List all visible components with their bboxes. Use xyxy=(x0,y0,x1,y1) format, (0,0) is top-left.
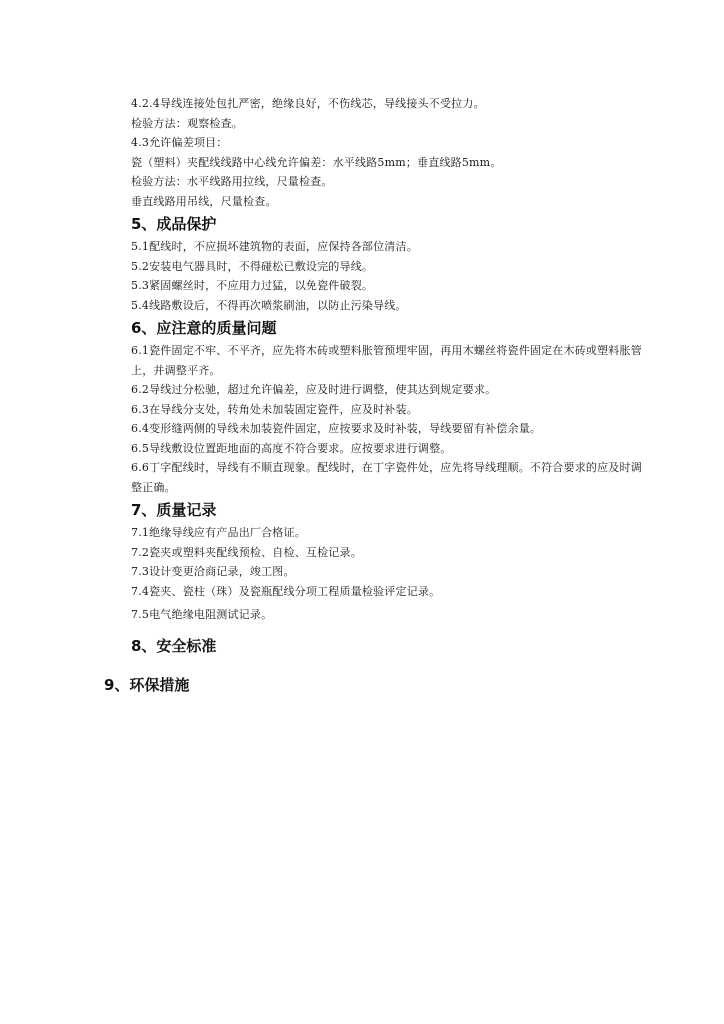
list-item: 7.5电气绝缘电阻测试记录。 xyxy=(131,608,273,621)
list-item: 6.6丁字配线时，导线有不顺直现象。配线时，在丁字瓷件处，应先将导线理顺。不符合要求的应及时调整正确。 xyxy=(131,461,642,494)
document-body xyxy=(131,94,651,659)
list-item: 6.3在导线分支处，转角处未加装固定瓷件，应及时补装。 xyxy=(131,402,418,416)
paragraph-line: 瓷（塑料）夹配线线路中心线允许偏差：水平线路5mm；垂直线路5mm。 xyxy=(131,155,502,169)
list-item: 7.4瓷夹、瓷柱（珠）及瓷瓶配线分项工程质量检验评定记录。 xyxy=(131,584,441,598)
paragraph-line: 垂直线路用吊线，尺量检查。 xyxy=(131,194,277,208)
paragraph-line: 4.2.4导线连接处包扎严密，绝缘良好，不伤线芯，导线接头不受拉力。 xyxy=(131,97,485,110)
section-heading-7: 7、质量记录 xyxy=(131,501,217,519)
list-item: 7.3设计变更洽商记录，竣工图。 xyxy=(131,565,295,578)
paragraph-line: 4.3允许偏差项目： xyxy=(131,136,228,149)
list-item: 5.1配线时，不应损坏建筑物的表面，应保持各部位清洁。 xyxy=(131,240,418,253)
list-item: 5.2安装电气器具时，不得碰松已敷设完的导线。 xyxy=(131,259,374,273)
paragraph-line: 检验方法：观察检查。 xyxy=(131,116,243,130)
list-item: 7.2瓷夹或塑料夹配线预检、自检、互检记录。 xyxy=(131,545,362,559)
list-item: 6.2导线过分松驰，超过允许偏差，应及时进行调整，使其达到规定要求。 xyxy=(131,383,497,396)
section-heading-6: 6、应注意的质量问题 xyxy=(131,319,277,337)
paragraph-line: 检验方法：水平线路用拉线，尺量检查。 xyxy=(131,175,333,188)
section-heading-5: 5、成品保护 xyxy=(131,215,217,233)
section-heading-8: 8、安全标准 xyxy=(131,636,217,655)
list-item: 7.1绝缘导线应有产品出厂合格证。 xyxy=(131,526,306,539)
list-item: 5.3紧固螺丝时，不应用力过猛，以免瓷件破裂。 xyxy=(131,279,374,292)
list-item: 5.4线路敷设后，不得再次喷浆刷油，以防止污染导线。 xyxy=(131,298,407,312)
list-item: 6.4变形缝两侧的导线未加装瓷件固定，应按要求及时补装，导线要留有补偿余量。 xyxy=(131,422,542,435)
list-item: 6.5导线敷设位置距地面的高度不符合要求。应按要求进行调整。 xyxy=(131,441,452,455)
list-item: 6.1瓷件固定不牢、不平齐，应先将木砖或塑料胀管预埋牢固，再用木螺丝将瓷件固定在木砖或塑料胀管上，并调整平齐。 xyxy=(131,344,642,377)
section-heading-9: 9、环保措施 xyxy=(104,676,190,694)
